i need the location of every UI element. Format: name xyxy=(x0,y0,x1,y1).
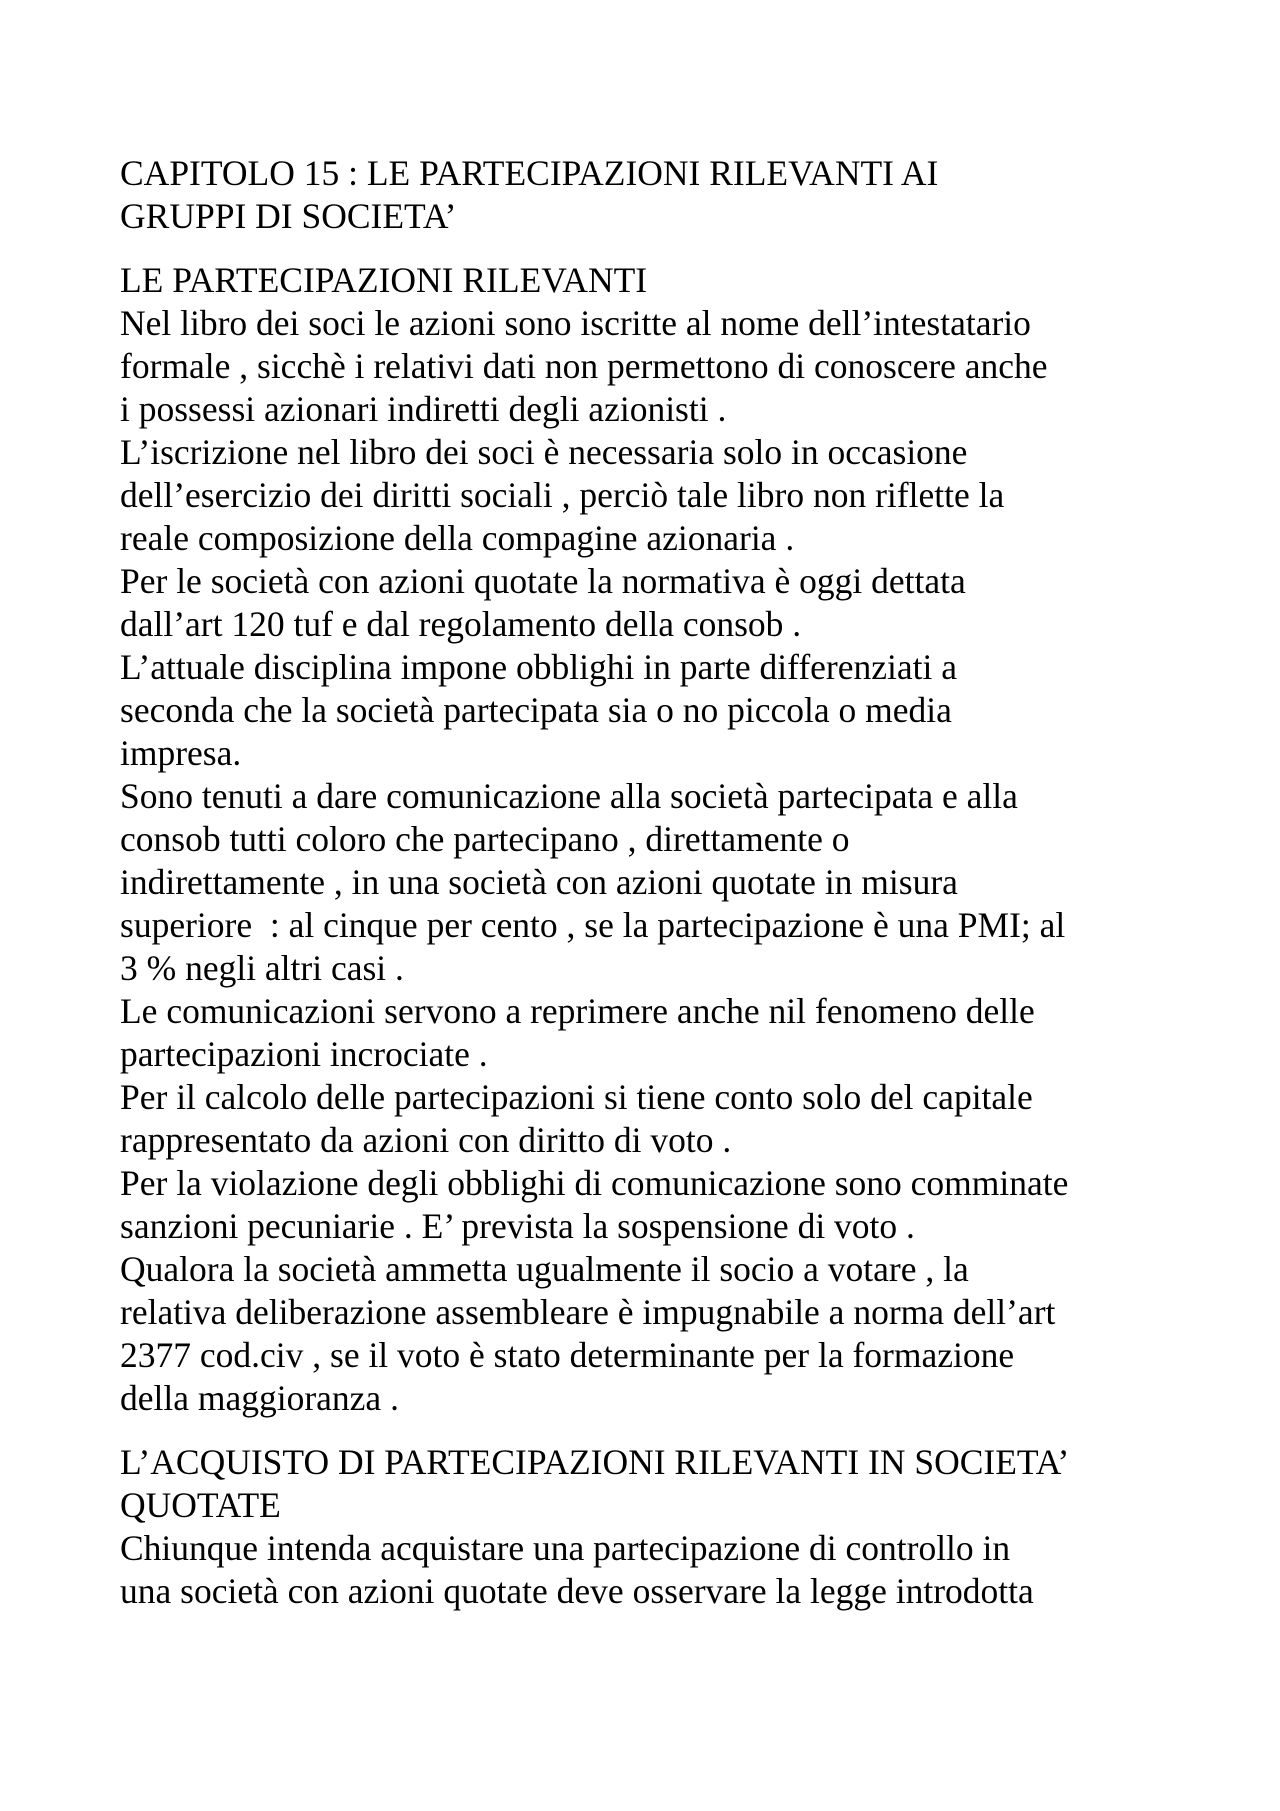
text-line: i possessi azionari indiretti degli azionisti . xyxy=(120,389,727,429)
text-line: Per le società con azioni quotate la normativa è oggi dettata xyxy=(120,561,966,601)
text-line: Per la violazione degli obblighi di comunicazione sono comminate xyxy=(120,1163,1069,1203)
text-line: consob tutti coloro che partecipano , direttamente o xyxy=(120,819,850,859)
text-line: Le comunicazioni servono a reprimere anche nil fenomeno delle xyxy=(120,991,1035,1031)
text-line: Qualora la società ammetta ugualmente il socio a votare , la xyxy=(120,1249,969,1289)
section-heading: LE PARTECIPAZIONI RILEVANTI xyxy=(120,260,648,300)
text-line: reale composizione della compagine azionaria . xyxy=(120,518,795,558)
paragraph-gap xyxy=(120,1420,1180,1441)
text-line: superiore : al cinque per cento , se la partecipazione è una PMI; al xyxy=(120,905,1066,945)
text-line: dell’esercizio dei diritti sociali , perciò tale libro non riflette la xyxy=(120,475,1005,515)
text-line: seconda che la società partecipata sia o no piccola o media xyxy=(120,690,952,730)
text-line: impresa. xyxy=(120,733,242,773)
text-line: della maggioranza . xyxy=(120,1378,399,1418)
text-line: Sono tenuti a dare comunicazione alla società partecipata e alla xyxy=(120,776,1018,816)
section-heading: L’ACQUISTO DI PARTECIPAZIONI RILEVANTI IN SOCIETA’ xyxy=(120,1442,1070,1482)
text-line: rappresentato da azioni con diritto di voto . xyxy=(120,1120,732,1160)
text-line: formale , sicchè i relativi dati non permettono di conoscere anche xyxy=(120,346,1048,386)
text-line: Nel libro dei soci le azioni sono iscritte al nome dell’intestatario xyxy=(120,303,1031,343)
chapter-title xyxy=(120,152,1180,238)
paragraph-gap xyxy=(120,238,1180,259)
text-line: Per il calcolo delle partecipazioni si tiene conto solo del capitale xyxy=(120,1077,1033,1117)
section-partecipazioni-rilevanti xyxy=(120,259,1180,1420)
text-line: dall’art 120 tuf e dal regolamento della consob . xyxy=(120,604,802,644)
text-line: indirettamente , in una società con azioni quotate in misura xyxy=(120,862,958,902)
text-line: L’attuale disciplina impone obblighi in parte differenziati a xyxy=(120,647,957,687)
document-body xyxy=(120,152,1180,1613)
section-acquisto-partecipazioni xyxy=(120,1441,1180,1613)
text-line: sanzioni pecuniarie . E’ prevista la sospensione di voto . xyxy=(120,1206,915,1246)
text-line: relativa deliberazione assembleare è impugnabile a norma dell’art xyxy=(120,1292,1056,1332)
chapter-title-line: GRUPPI DI SOCIETA’ xyxy=(120,196,457,236)
text-line: una società con azioni quotate deve osservare la legge introdotta xyxy=(120,1571,1034,1611)
text-line: partecipazioni incrociate . xyxy=(120,1034,488,1074)
text-line: 3 % negli altri casi . xyxy=(120,948,404,988)
section-heading: QUOTATE xyxy=(120,1485,281,1525)
text-line: 2377 cod.civ , se il voto è stato determinante per la formazione xyxy=(120,1335,1015,1375)
chapter-title-line: CAPITOLO 15 : LE PARTECIPAZIONI RILEVANTI AI xyxy=(120,153,939,193)
text-line: L’iscrizione nel libro dei soci è necessaria solo in occasione xyxy=(120,432,968,472)
text-line: Chiunque intenda acquistare una partecipazione di controllo in xyxy=(120,1528,1011,1568)
